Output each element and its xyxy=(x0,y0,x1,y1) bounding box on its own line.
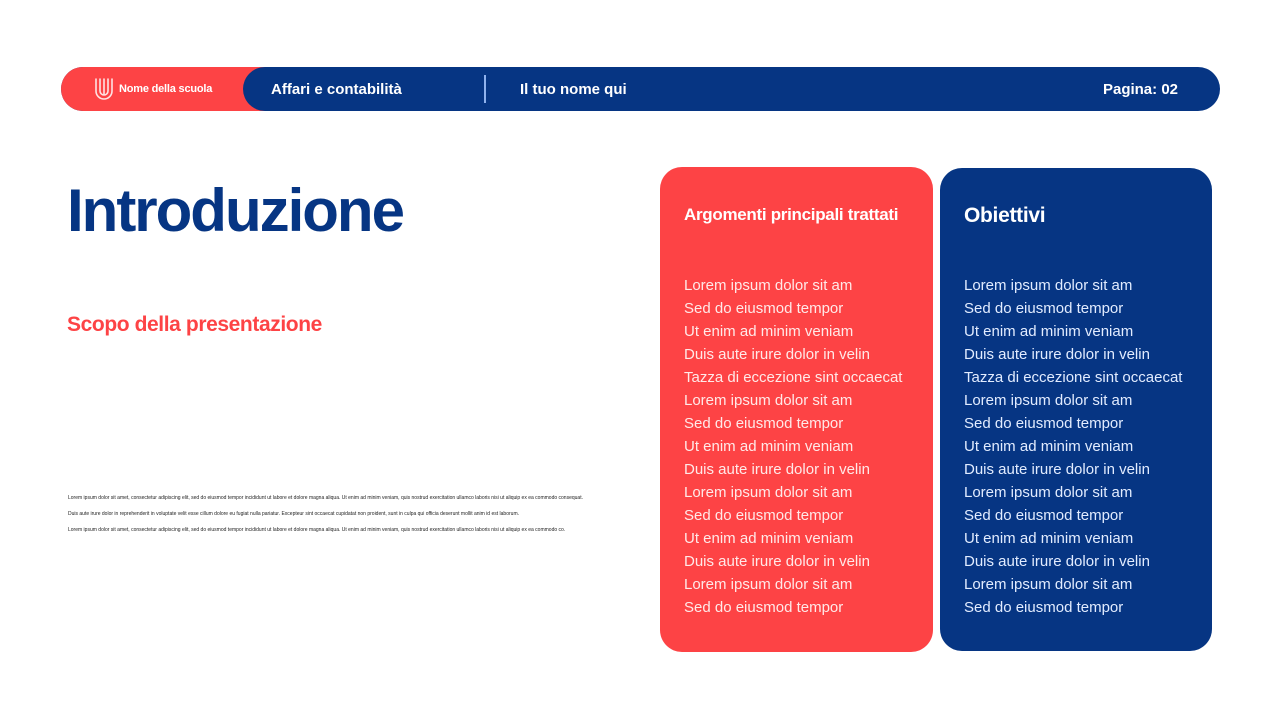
objectives-list xyxy=(964,274,1188,619)
list-item: Tazza di eccezione sint occaecat xyxy=(964,369,1183,386)
paragraph: Duis aute irure dolor in reprehenderit in voluptate velit esse cillum dolore eu fugiat nulla pariatur. Excepteur sint occaecat cupidatat non proident, sunt in culpa qui officia deserunt mollit anim id est laborum. xyxy=(68,511,519,517)
list-item: Lorem ipsum dolor sit am xyxy=(684,576,853,593)
list-item: Sed do eiusmod tempor xyxy=(964,300,1124,317)
list-item: Tazza di eccezione sint occaecat xyxy=(684,369,903,386)
section-subtitle: Scopo della presentazione xyxy=(67,313,322,336)
page-title: Introduzione xyxy=(67,177,403,244)
list-item: Duis aute irure dolor in velin xyxy=(684,461,870,478)
card-title: Argomenti principali trattati xyxy=(684,205,899,224)
list-item: Lorem ipsum dolor sit am xyxy=(964,484,1133,501)
topics-card xyxy=(660,167,933,652)
list-item: Ut enim ad minim veniam xyxy=(964,323,1134,340)
list-item: Ut enim ad minim veniam xyxy=(684,323,854,340)
list-item: Duis aute irure dolor in velin xyxy=(964,553,1150,570)
list-item: Duis aute irure dolor in velin xyxy=(684,346,870,363)
list-item: Sed do eiusmod tempor xyxy=(964,507,1124,524)
list-item: Lorem ipsum dolor sit am xyxy=(964,392,1133,409)
list-item: Lorem ipsum dolor sit am xyxy=(684,392,853,409)
list-item: Sed do eiusmod tempor xyxy=(684,415,844,432)
university-logo-icon xyxy=(94,77,114,101)
list-item: Sed do eiusmod tempor xyxy=(684,599,844,616)
list-item: Lorem ipsum dolor sit am xyxy=(964,277,1133,294)
card-title: Obiettivi xyxy=(964,204,1046,227)
list-item: Duis aute irure dolor in velin xyxy=(684,553,870,570)
list-item: Lorem ipsum dolor sit am xyxy=(964,576,1133,593)
list-item: Duis aute irure dolor in velin xyxy=(964,346,1150,363)
list-item: Lorem ipsum dolor sit am xyxy=(684,277,853,294)
list-item: Sed do eiusmod tempor xyxy=(684,300,844,317)
page-number: Pagina: 02 xyxy=(1102,80,1178,98)
list-item: Sed do eiusmod tempor xyxy=(964,415,1124,432)
list-item: Ut enim ad minim veniam xyxy=(684,438,854,455)
topics-list xyxy=(684,274,909,619)
list-item: Sed do eiusmod tempor xyxy=(964,599,1124,616)
paragraph: Lorem ipsum dolor sit amet, consectetur adipiscing elit, sed do eiusmod tempor incididunt ut labore et dolore magna aliqua. Ut enim ad minim veniam, quis nostrud exercitation ullamco laboris nisi ut aliquip ex ea commodo co. xyxy=(68,527,566,533)
header-bar xyxy=(61,67,1220,111)
list-item: Ut enim ad minim veniam xyxy=(684,530,854,547)
list-item: Duis aute irure dolor in velin xyxy=(964,461,1150,478)
list-item: Lorem ipsum dolor sit am xyxy=(684,484,853,501)
body-paragraphs xyxy=(68,490,628,538)
list-item: Sed do eiusmod tempor xyxy=(684,507,844,524)
header-divider xyxy=(484,75,486,103)
school-name: Nome della scuola xyxy=(119,83,213,95)
author-label: Il tuo nome qui xyxy=(520,80,627,98)
list-item: Ut enim ad minim veniam xyxy=(964,438,1134,455)
objectives-card xyxy=(940,168,1212,651)
paragraph: Lorem ipsum dolor sit amet, consectetur adipiscing elit, sed do eiusmod tempor incididunt ut labore et dolore magna aliqua. Ut enim ad minim veniam, quis nostrud exercitation ullamco laboris nisi ut aliquip ex ea commodo consequat. xyxy=(68,495,583,501)
list-item: Ut enim ad minim veniam xyxy=(964,530,1134,547)
subject-label: Affari e contabilità xyxy=(271,80,402,98)
